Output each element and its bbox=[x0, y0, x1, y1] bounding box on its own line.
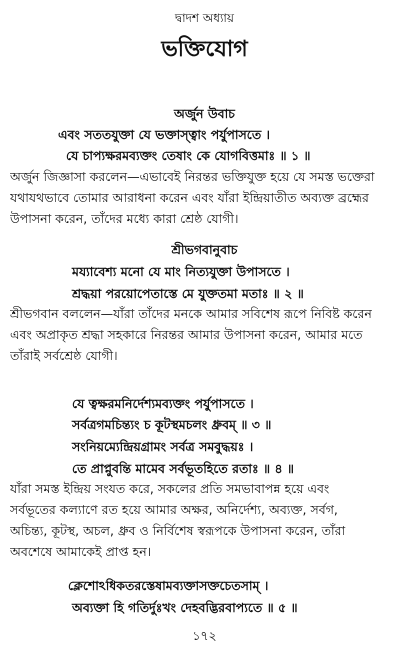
translation-line: এবং অপ্রাকৃত শ্রদ্ধা সহকারে নিরন্তর আমার উপাসনা করেন, আমার মতে bbox=[10, 327, 363, 342]
verse-line: শ্রদ্ধয়া পরয়োপেতাস্তে মে যুক্ততমা মতাঃ ॥ ২ ॥ bbox=[72, 286, 304, 301]
translation-line: যাঁরা সমস্ত ইন্দ্রিয় সংযত করে, সকলের প্রতি সমভাবাপন্ন হয়ে এবং bbox=[10, 481, 330, 496]
translation-line: শ্রীভগবান বললেন—যাঁরা তাঁদের মনকে আমার সবিশেষ রূপে নিবিষ্ট করেন bbox=[10, 306, 372, 321]
verse-line: সর্বত্রগমচিন্ত্যং চ কূটস্থমচলং ধ্রুবম্ ॥ ৩ ॥ bbox=[72, 417, 272, 432]
verse-speaker-bhagavan: শ্রীভগবানুবাচ bbox=[171, 242, 238, 257]
chapter-heading: দ্বাদশ অধ্যায় bbox=[175, 11, 234, 25]
verse-line: ক্লেশোঽধিকতরস্তেষামব্যক্তাসক্তচেতসাম্ । bbox=[68, 578, 269, 593]
translation-paragraph bbox=[10, 303, 400, 366]
verse-line: যে চাপ্যক্ষরমব্যক্তং তেষাং কে যোগবিত্তমাঃ ॥ ১ ॥ bbox=[66, 148, 311, 163]
verse-line: এবং সততযুক্তা যে ভক্তাস্ত্বাং পর্যুপাসতে । bbox=[58, 127, 271, 142]
verse-line: সংনিয়ম্যেন্দ্রিয়গ্রামং সর্বত্র সমবুদ্ধয়ঃ । bbox=[72, 439, 254, 454]
verse-line: যে ত্বক্ষরমনির্দেশ্যমব্যক্তং পর্যুপাসতে । bbox=[72, 396, 254, 411]
translation-paragraph bbox=[10, 478, 400, 562]
translation-line: উপাসনা করেন, তাঁদের মধ্যে কারা শ্রেষ্ঠ যোগী। bbox=[10, 211, 239, 226]
translation-line: তাঁরাই সর্বশ্রেষ্ঠ যোগী। bbox=[10, 348, 118, 363]
translation-paragraph bbox=[10, 166, 400, 229]
page-number: ১৭২ bbox=[192, 628, 217, 643]
verse-line: তে প্রাপ্নুবন্তি মামেব সর্বভূতহিতে রতাঃ ॥ ৪ ॥ bbox=[72, 461, 294, 476]
translation-line: অবশেষে আমাকেই প্রাপ্ত হন। bbox=[10, 544, 152, 559]
verse-line: অব্যক্তা হি গতির্দুঃখং দেহবদ্ভিরবাপ্যতে ॥ ৫ ॥ bbox=[72, 600, 298, 615]
verse-line: ময্যাবেশ্য মনো যে মাং নিত্যযুক্তা উপাসতে । bbox=[72, 264, 290, 279]
translation-line: অর্জুন জিজ্ঞাসা করলেন—এভাবেই নিরন্তর ভক্তিযুক্ত হয়ে যে সমস্ত ভক্তেরা bbox=[10, 169, 375, 184]
translation-line: অচিন্ত্য, কূটস্থ, অচল, ধ্রুব ও নির্বিশেষ স্বরূপকে উপাসনা করেন, তাঁরা bbox=[10, 523, 346, 538]
verse-speaker-arjuna: অর্জুন উবাচ bbox=[174, 106, 235, 121]
translation-line: সর্বভূতের কল্যাণে রত হয়ে আমার অক্ষর, অনির্দেশ্য, অব্যক্ত, সর্বগ, bbox=[10, 502, 338, 517]
translation-line: যথাযথভাবে তোমার আরাধনা করেন এবং যাঁরা ইন্দ্রিয়াতীত অব্যক্ত ব্রহ্মের bbox=[10, 190, 369, 205]
page-title: ভক্তিযোগ bbox=[161, 37, 248, 62]
